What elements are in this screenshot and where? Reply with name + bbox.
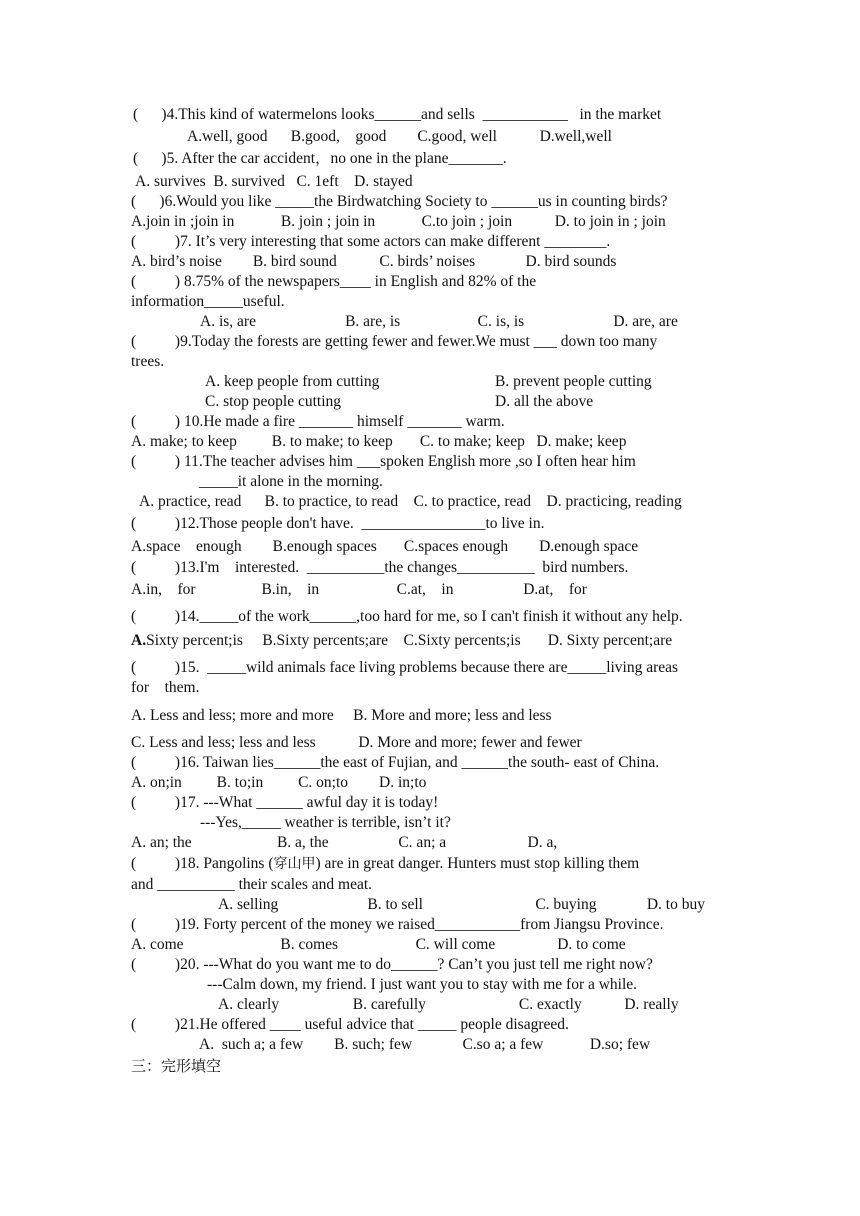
question-14: ( )14._____of the work______,too hard for me, so I can't finish it without any help. — [131, 608, 683, 625]
question-18-text-end: ) are in great danger. Hunters must stop killing them — [315, 855, 640, 872]
question-6-options: A.join in ;join in B. join ; join in C.to join ; join D. to join in ; join — [131, 213, 666, 230]
option-a-marker: A. — [131, 632, 147, 649]
question-20-options: A. clearly B. carefully C. exactly D. really — [218, 996, 679, 1013]
question-15-continued: for them. — [131, 679, 200, 696]
question-13: ( )13.I'm interested. __________the changes__________ bird numbers. — [131, 559, 629, 576]
question-6: ( )6.Would you like _____the Birdwatching Society to ______us in counting birds? — [131, 193, 668, 210]
section-heading-cloze: 三：完形填空 — [131, 1057, 222, 1075]
question-12-options: A.space enough B.enough spaces C.spaces enough D.enough space — [131, 538, 639, 555]
question-18-continued: and __________ their scales and meat. — [131, 876, 373, 893]
question-5-options: A. survives B. survived C. 1eft D. stayed — [135, 173, 413, 190]
question-17-options: A. an; the B. a, the C. an; a D. a, — [131, 834, 558, 851]
question-7: ( )7. It’s very interesting that some actors can make different ________. — [131, 233, 611, 250]
question-15: ( )15. _____wild animals face living problems because there are_____living areas — [131, 659, 679, 676]
question-11-continued: _____it alone in the morning. — [199, 473, 383, 490]
question-4-options: A.well, good B.good, good C.good, well D.well,well — [187, 128, 612, 145]
question-15-options-cd: C. Less and less; less and less D. More and more; fewer and fewer — [131, 734, 582, 751]
question-12: ( )12.Those people don't have. ________________to live in. — [131, 515, 545, 532]
question-20: ( )20. ---What do you want me to do______? Can’t you just tell me right now? — [131, 956, 653, 973]
question-9-option-c: C. stop people cutting — [205, 393, 342, 410]
question-9-option-a: A. keep people from cutting — [205, 373, 380, 390]
question-15-options-ab: A. Less and less; more and more B. More and more; less and less — [131, 707, 552, 724]
question-13-options: A.in, for B.in, in C.at, in D.at, for — [131, 581, 587, 598]
question-5: ( )5. After the car accident，no one in the plane_______. — [133, 150, 507, 167]
question-18 — [131, 855, 639, 873]
question-21-options: A. such a; a few B. such; few C.so a; a few D.so; few — [199, 1036, 651, 1053]
question-19-options: A. come B. comes C. will come D. to come — [131, 936, 626, 953]
question-18-chinese-gloss: 穿山甲 — [273, 856, 316, 872]
question-14-option-text: Sixty percent;is B.Sixty percents;are C.Sixty percents;is D. Sixty percent;are — [146, 632, 673, 649]
question-9: ( )9.Today the forests are getting fewer and fewer.We must ___ down too many — [131, 333, 658, 350]
question-8-continued: information_____useful. — [131, 293, 285, 310]
question-4: ( )4.This kind of watermelons looks______and sells ___________ in the market — [133, 106, 662, 123]
question-9-option-d: D. all the above — [495, 393, 594, 410]
question-8: ( ) 8.75% of the newspapers____ in English and 82% of the — [131, 273, 537, 290]
question-21: ( )21.He offered ____ useful advice that _____ people disagreed. — [131, 1016, 569, 1033]
question-7-options: A. bird’s noise B. bird sound C. birds’ noises D. bird sounds — [131, 253, 617, 270]
question-17: ( )17. ---What ______ awful day it is today! — [131, 794, 439, 811]
question-18-text-start: ( )18. Pangolins ( — [131, 855, 274, 872]
question-11-options: A. practice, read B. to practice, to read C. to practice, read D. practicing, reading — [139, 493, 682, 510]
question-9-continued: trees. — [131, 353, 165, 370]
question-9-option-b: B. prevent people cutting — [495, 373, 652, 390]
question-11: ( ) 11.The teacher advises him ___spoken English more ,so I often hear him — [131, 453, 636, 470]
question-17-continued: ---Yes,_____ weather is terrible, isn’t it? — [200, 814, 451, 831]
question-16: ( )16. Taiwan lies______the east of Fujian, and ______the south- east of China. — [131, 754, 660, 771]
question-16-options: A. on;in B. to;in C. on;to D. in;to — [131, 774, 427, 791]
question-10-options: A. make; to keep B. to make; to keep C. to make; keep D. make; keep — [131, 433, 627, 450]
question-8-options: A. is, are B. are, is C. is, is D. are, are — [200, 313, 678, 330]
question-14-options — [131, 632, 672, 650]
question-10: ( ) 10.He made a fire _______ himself _______ warm. — [131, 413, 505, 430]
question-18-options: A. selling B. to sell C. buying D. to buy — [218, 896, 705, 913]
question-20-continued: ---Calm down, my friend. I just want you to stay with me for a while. — [207, 976, 638, 993]
question-19: ( )19. Forty percent of the money we raised___________from Jiangsu Province. — [131, 916, 664, 933]
